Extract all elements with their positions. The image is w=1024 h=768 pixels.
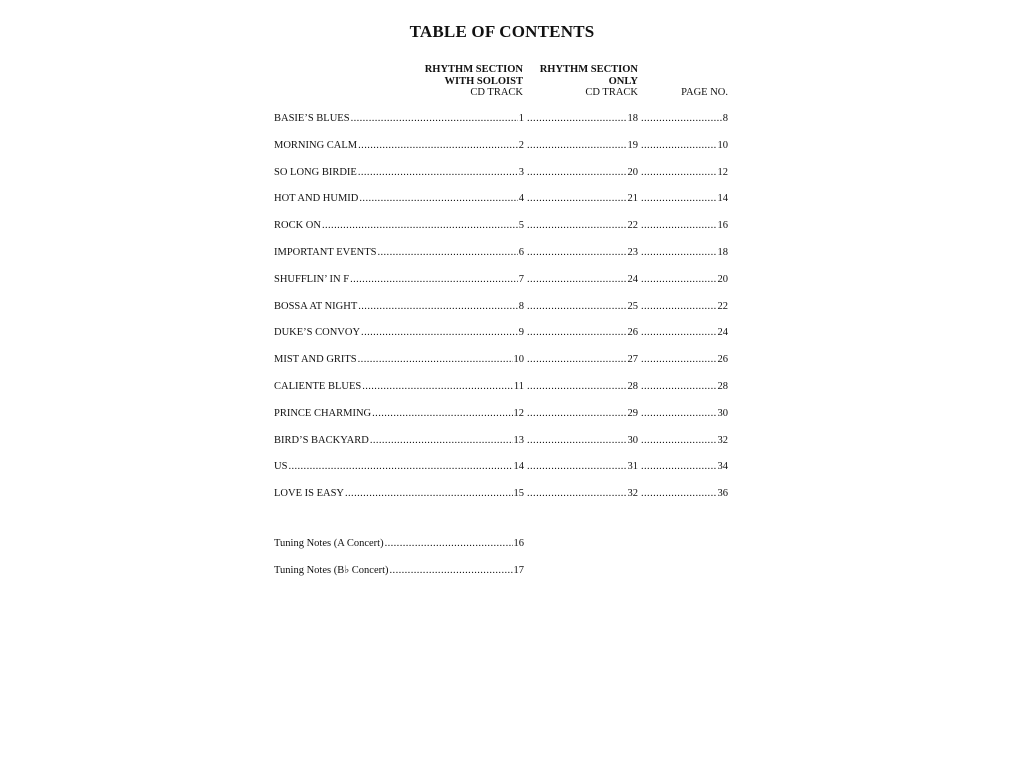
toc-entry-title: MORNING CALM	[274, 139, 358, 151]
dot-leader	[527, 326, 627, 340]
toc-entry-page-segment	[640, 192, 728, 206]
dot-leader	[288, 460, 512, 474]
toc-entry-title: BIRD’S BACKYARD	[274, 434, 369, 446]
toc-entry-title: HOT AND HUMID	[274, 193, 359, 205]
dot-leader	[641, 246, 717, 260]
toc-entry-page-segment	[640, 219, 728, 233]
toc-entry-title-segment	[274, 112, 524, 126]
column-header-with-soloist	[400, 64, 523, 99]
page-number: 18	[717, 246, 728, 258]
toc-entry-rhythm-segment	[526, 407, 638, 421]
tuning-entry	[274, 537, 524, 564]
dot-leader	[527, 407, 627, 421]
toc-entry-page-segment	[640, 460, 728, 474]
dot-leader	[641, 487, 717, 501]
toc-entry-rhythm-segment	[526, 192, 638, 206]
toc-entry-rhythm-segment	[526, 112, 638, 126]
dot-leader	[370, 434, 513, 448]
page-number: 26	[717, 354, 728, 366]
toc-entry-rhythm-segment	[526, 166, 638, 180]
toc-entry-page-segment	[640, 112, 728, 126]
toc-entry-title-segment	[274, 219, 524, 233]
toc-entry-title-segment	[274, 300, 524, 314]
rhythm-only-track: 27	[627, 354, 638, 366]
toc-entry-page-segment	[640, 139, 728, 153]
page-number: 28	[717, 380, 728, 392]
with-soloist-track: 14	[513, 461, 524, 473]
tuning-entry	[274, 564, 524, 591]
toc-entry-rhythm-segment	[526, 300, 638, 314]
dot-leader	[527, 353, 627, 367]
toc-entry-page-segment	[640, 487, 728, 501]
toc-entry-page-segment	[640, 380, 728, 394]
with-soloist-track: 2	[518, 139, 524, 151]
column-header-rhythm-only-line1: RHYTHM SECTION	[539, 64, 638, 75]
toc-entry	[274, 112, 730, 139]
dot-leader	[358, 139, 518, 153]
dot-leader	[350, 273, 518, 287]
dot-leader	[372, 407, 512, 421]
column-header-rhythm-only-line2: ONLY	[608, 75, 638, 87]
rhythm-only-track: 29	[627, 407, 638, 419]
column-header-rhythm-only	[520, 64, 638, 99]
toc-entry	[274, 460, 730, 487]
toc-entry	[274, 273, 730, 300]
column-header-rhythm-only-line3: CD TRACK	[585, 87, 638, 98]
rhythm-only-track: 24	[627, 273, 638, 285]
toc-entry-title-segment	[274, 407, 524, 421]
tuning-notes-list	[274, 537, 524, 591]
toc-entry-page-segment	[640, 326, 728, 340]
with-soloist-track: 15	[513, 488, 524, 500]
toc-entry-page-segment	[640, 434, 728, 448]
dot-leader	[641, 460, 717, 474]
dot-leader	[641, 300, 717, 314]
dot-leader	[361, 326, 518, 340]
dot-leader	[527, 112, 627, 126]
dot-leader	[641, 192, 717, 206]
with-soloist-track: 4	[518, 193, 524, 205]
toc-entry-rhythm-segment	[526, 219, 638, 233]
rhythm-only-track: 22	[627, 220, 638, 232]
toc-entry-title: US	[274, 461, 288, 473]
dot-leader	[641, 139, 717, 153]
toc-entry-page-segment	[640, 353, 728, 367]
dot-leader	[527, 166, 627, 180]
dot-leader	[358, 166, 518, 180]
page-number: 20	[717, 273, 728, 285]
dot-leader	[527, 192, 627, 206]
dot-leader	[527, 380, 627, 394]
dot-leader	[527, 246, 627, 260]
toc-entry	[274, 434, 730, 461]
dot-leader	[385, 537, 513, 551]
toc-entry	[274, 139, 730, 166]
dot-leader	[351, 112, 518, 126]
toc-entry-title-segment	[274, 192, 524, 206]
dot-leader	[527, 219, 627, 233]
toc-entry	[274, 380, 730, 407]
column-header-with-soloist-line2: WITH SOLOIST	[444, 75, 523, 87]
toc-entry-page-segment	[640, 246, 728, 260]
toc-entry-title: BOSSA AT NIGHT	[274, 300, 358, 312]
toc-entry-title-segment	[274, 380, 524, 394]
toc-entry-title-segment	[274, 166, 524, 180]
toc-entry-page-segment	[640, 407, 728, 421]
dot-leader	[527, 487, 627, 501]
dot-leader	[641, 326, 717, 340]
toc-entry-title: SHUFFLIN’ IN F	[274, 273, 350, 285]
column-header-with-soloist-line3: CD TRACK	[470, 87, 523, 98]
toc-entry-title: BASIE’S BLUES	[274, 113, 350, 124]
page-number: 12	[717, 166, 728, 178]
tuning-track: 17	[513, 565, 524, 576]
toc-entry-title: CALIENTE BLUES	[274, 380, 362, 392]
toc-entry-rhythm-segment	[526, 380, 638, 394]
with-soloist-track: 8	[518, 300, 524, 312]
page-number: 24	[717, 327, 728, 339]
with-soloist-track: 1	[518, 113, 524, 124]
toc-entry-title-segment	[274, 353, 524, 367]
with-soloist-track: 13	[513, 434, 524, 446]
rhythm-only-track: 31	[627, 461, 638, 473]
page-number: 16	[717, 220, 728, 232]
toc-list	[274, 112, 730, 514]
toc-entry-rhythm-segment	[526, 139, 638, 153]
rhythm-only-track: 19	[627, 139, 638, 151]
tuning-entry-title: Tuning Notes (A Concert)	[274, 538, 384, 549]
toc-entry-title-segment	[274, 487, 524, 501]
toc-entry	[274, 192, 730, 219]
rhythm-only-track: 18	[627, 113, 638, 124]
rhythm-only-track: 30	[627, 434, 638, 446]
with-soloist-track: 6	[518, 246, 524, 258]
rhythm-only-track: 21	[627, 193, 638, 205]
rhythm-only-track: 20	[627, 166, 638, 178]
with-soloist-track: 10	[513, 354, 524, 366]
dot-leader	[345, 487, 513, 501]
dot-leader	[641, 353, 717, 367]
page-number: 30	[717, 407, 728, 419]
toc-entry	[274, 487, 730, 514]
dot-leader	[527, 300, 627, 314]
dot-leader	[641, 273, 717, 287]
toc-entry	[274, 246, 730, 273]
dot-leader	[641, 380, 717, 394]
toc-entry	[274, 407, 730, 434]
page-number: 34	[717, 461, 728, 473]
rhythm-only-track: 25	[627, 300, 638, 312]
dot-leader	[358, 300, 518, 314]
page-number: 32	[717, 434, 728, 446]
toc-entry-title: PRINCE CHARMING	[274, 407, 372, 419]
toc-entry	[274, 326, 730, 353]
tuning-track: 16	[513, 538, 524, 549]
with-soloist-track: 11	[513, 380, 524, 392]
dot-leader	[641, 219, 717, 233]
toc-entry-title-segment	[274, 434, 524, 448]
toc-entry-rhythm-segment	[526, 434, 638, 448]
page-title: TABLE OF CONTENTS	[409, 22, 595, 41]
dot-leader	[641, 434, 717, 448]
with-soloist-track: 9	[518, 327, 524, 339]
toc-entry-rhythm-segment	[526, 353, 638, 367]
toc-entry	[274, 219, 730, 246]
tuning-entry-segment	[274, 564, 524, 578]
page-number: 10	[717, 139, 728, 151]
dot-leader	[641, 166, 717, 180]
toc-entry-title: LOVE IS EASY	[274, 488, 344, 500]
rhythm-only-track: 26	[627, 327, 638, 339]
toc-entry-title: ROCK ON	[274, 220, 321, 232]
toc-entry-title-segment	[274, 246, 524, 260]
rhythm-only-track: 23	[627, 246, 638, 258]
rhythm-only-track: 32	[627, 488, 638, 500]
column-header-page-no	[640, 87, 728, 99]
column-header-with-soloist-line1: RHYTHM SECTION	[424, 64, 523, 75]
page-number: 36	[717, 488, 728, 500]
dot-leader	[362, 380, 513, 394]
tuning-entry-title: Tuning Notes (B♭ Concert)	[274, 565, 389, 576]
dot-leader	[377, 246, 517, 260]
toc-entry-title: SO LONG BIRDIE	[274, 166, 357, 178]
dot-leader	[527, 273, 627, 287]
dot-leader	[359, 192, 517, 206]
toc-entry-title-segment	[274, 139, 524, 153]
with-soloist-track: 3	[518, 166, 524, 178]
with-soloist-track: 5	[518, 220, 524, 232]
with-soloist-track: 12	[513, 407, 524, 419]
dot-leader	[641, 112, 722, 126]
toc-entry-page-segment	[640, 166, 728, 180]
dot-leader	[527, 139, 627, 153]
toc-entry-rhythm-segment	[526, 487, 638, 501]
toc-entry-page-segment	[640, 273, 728, 287]
page-number: 22	[717, 300, 728, 312]
toc-entry	[274, 353, 730, 380]
with-soloist-track: 7	[518, 273, 524, 285]
toc-entry-rhythm-segment	[526, 460, 638, 474]
toc-entry-title: MIST AND GRITS	[274, 354, 357, 366]
toc-entry-title-segment	[274, 273, 524, 287]
page-number: 14	[717, 193, 728, 205]
dot-leader	[527, 434, 627, 448]
toc-entry-rhythm-segment	[526, 246, 638, 260]
dot-leader	[322, 219, 518, 233]
toc-entry-page-segment	[640, 300, 728, 314]
toc-entry-title-segment	[274, 326, 524, 340]
toc-entry	[274, 166, 730, 193]
toc-entry-title: DUKE’S CONVOY	[274, 327, 361, 339]
tuning-entry-segment	[274, 537, 524, 551]
dot-leader	[390, 564, 513, 578]
toc-entry-title: IMPORTANT EVENTS	[274, 246, 377, 258]
dot-leader	[527, 460, 627, 474]
toc-entry-rhythm-segment	[526, 326, 638, 340]
toc-entry	[274, 300, 730, 327]
page-number: 8	[722, 113, 728, 124]
toc-entry-rhythm-segment	[526, 273, 638, 287]
dot-leader	[358, 353, 513, 367]
column-header-page-no-label: PAGE NO.	[681, 87, 728, 98]
dot-leader	[641, 407, 717, 421]
toc-entry-title-segment	[274, 460, 524, 474]
rhythm-only-track: 28	[627, 380, 638, 392]
